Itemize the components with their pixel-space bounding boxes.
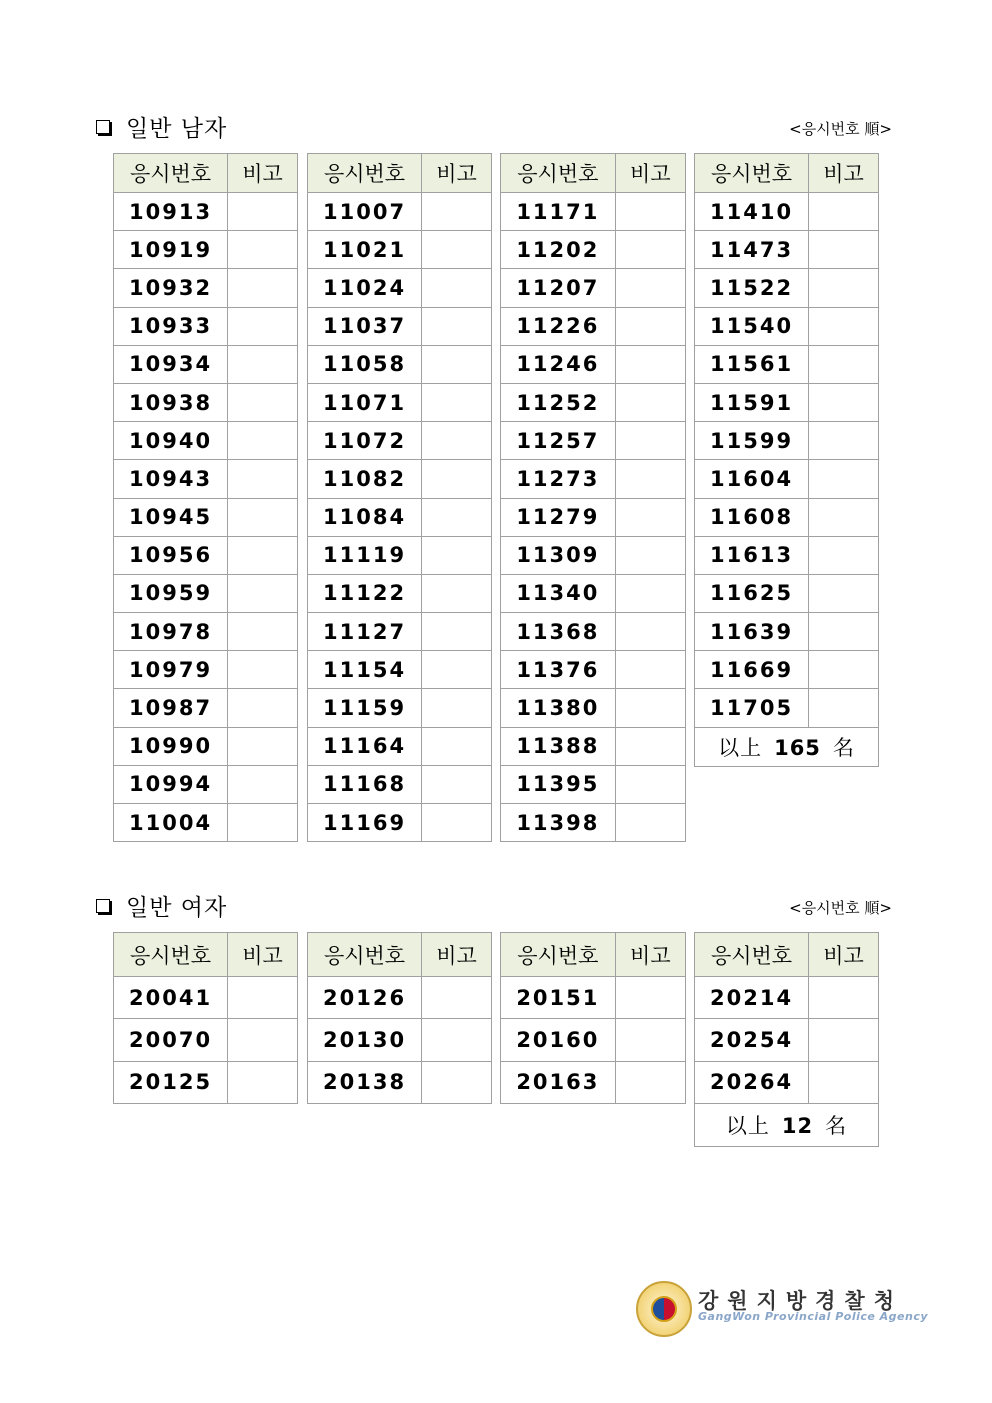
- table-row: [501, 269, 686, 307]
- remark-cell: [228, 460, 298, 498]
- exam-number-cell: 20125: [114, 1061, 228, 1103]
- table-row: [501, 498, 686, 536]
- table-row: [114, 727, 298, 765]
- remark-cell: [615, 574, 685, 612]
- remark-cell: [422, 804, 492, 842]
- total-count: 12: [781, 1113, 814, 1138]
- exam-number-cell: 11164: [308, 727, 422, 765]
- remark-cell: [615, 383, 685, 421]
- remark-cell: [228, 536, 298, 574]
- exam-number-cell: 11004: [114, 804, 228, 842]
- remark-cell: [228, 345, 298, 383]
- exam-number-cell: 11395: [501, 765, 616, 803]
- exam-number-cell: 11122: [308, 574, 422, 612]
- table-header-row: [501, 933, 686, 977]
- exam-number-cell: 10943: [114, 460, 228, 498]
- table-row: [114, 345, 298, 383]
- section-title-female: [96, 889, 227, 922]
- table-row: [501, 231, 686, 269]
- exam-number-cell: 11279: [501, 498, 616, 536]
- header-remark: 비고: [615, 154, 685, 193]
- table-row: [308, 727, 492, 765]
- total-suffix: 名: [825, 1113, 848, 1138]
- header-remark: 비고: [228, 154, 298, 193]
- exam-number-cell: 11252: [501, 383, 616, 421]
- table-row: [695, 689, 879, 727]
- exam-number-cell: 11591: [695, 383, 809, 421]
- remark-cell: [615, 689, 685, 727]
- table-row: [695, 613, 879, 651]
- remark-cell: [809, 460, 879, 498]
- exam-number-cell: 20254: [695, 1019, 809, 1061]
- exam-number-cell: 20163: [501, 1061, 616, 1103]
- header-remark: 비고: [422, 933, 492, 977]
- exam-number-cell: 20126: [308, 977, 422, 1019]
- exam-number-cell: 11522: [695, 269, 809, 307]
- table-row: [695, 1019, 879, 1061]
- table-row: [695, 460, 879, 498]
- total-row: [695, 727, 879, 766]
- remark-cell: [809, 269, 879, 307]
- header-remark: 비고: [422, 154, 492, 193]
- remark-cell: [809, 977, 879, 1019]
- remark-cell: [422, 307, 492, 345]
- remark-cell: [422, 345, 492, 383]
- exam-number-cell: 11021: [308, 231, 422, 269]
- exam-number-cell: 11169: [308, 804, 422, 842]
- remark-cell: [422, 727, 492, 765]
- exam-number-cell: 11007: [308, 193, 422, 231]
- exam-number-cell: 11604: [695, 460, 809, 498]
- exam-number-cell: 10932: [114, 269, 228, 307]
- exam-number-cell: 10978: [114, 613, 228, 651]
- total-row: [695, 1103, 879, 1146]
- remark-cell: [422, 422, 492, 460]
- remark-cell: [422, 689, 492, 727]
- table-row: [114, 383, 298, 421]
- table-header-row: [114, 154, 298, 193]
- table-row: [308, 231, 492, 269]
- table-row: [501, 460, 686, 498]
- remark-cell: [615, 422, 685, 460]
- exam-number-cell: 20264: [695, 1061, 809, 1103]
- remark-cell: [615, 269, 685, 307]
- table-row: [695, 269, 879, 307]
- remark-cell: [615, 345, 685, 383]
- order-note: <응시번호 順>: [789, 899, 892, 917]
- table-row: [501, 536, 686, 574]
- table-row: [501, 422, 686, 460]
- table-header-row: [501, 154, 686, 193]
- exam-number-cell: 11037: [308, 307, 422, 345]
- exam-number-cell: 11669: [695, 651, 809, 689]
- table-row: [695, 422, 879, 460]
- table-row: [501, 1061, 686, 1103]
- exam-number-cell: 11613: [695, 536, 809, 574]
- exam-number-cell: 11257: [501, 422, 616, 460]
- table-row: [695, 193, 879, 231]
- exam-number-cell: 10959: [114, 574, 228, 612]
- exam-number-cell: 10979: [114, 651, 228, 689]
- remark-cell: [422, 498, 492, 536]
- header-exam-number: 응시번호: [114, 154, 228, 193]
- exam-number-cell: 20130: [308, 1019, 422, 1061]
- header-exam-number: 응시번호: [308, 933, 422, 977]
- number-table: [694, 153, 879, 767]
- header-exam-number: 응시번호: [501, 933, 616, 977]
- exam-number-cell: 10990: [114, 727, 228, 765]
- remark-cell: [809, 1061, 879, 1103]
- table-row: [308, 269, 492, 307]
- table-row: [114, 193, 298, 231]
- remark-cell: [809, 231, 879, 269]
- total-count-cell: [695, 727, 879, 766]
- table-row: [695, 977, 879, 1019]
- table-row: [501, 345, 686, 383]
- table-row: [501, 727, 686, 765]
- remark-cell: [809, 345, 879, 383]
- remark-cell: [809, 574, 879, 612]
- total-prefix: 以上: [718, 735, 763, 760]
- remark-cell: [615, 307, 685, 345]
- remark-cell: [228, 307, 298, 345]
- table-row: [695, 1061, 879, 1103]
- remark-cell: [422, 536, 492, 574]
- exam-number-cell: 11202: [501, 231, 616, 269]
- table-row: [308, 422, 492, 460]
- remark-cell: [422, 651, 492, 689]
- remark-cell: [615, 727, 685, 765]
- table-row: [308, 345, 492, 383]
- remark-cell: [809, 383, 879, 421]
- remark-cell: [809, 1019, 879, 1061]
- table-row: [308, 613, 492, 651]
- remark-cell: [422, 765, 492, 803]
- remark-cell: [228, 574, 298, 612]
- table-row: [695, 307, 879, 345]
- table-row: [501, 804, 686, 842]
- exam-number-cell: 11625: [695, 574, 809, 612]
- table-row: [114, 269, 298, 307]
- exam-number-cell: 11058: [308, 345, 422, 383]
- remark-cell: [809, 651, 879, 689]
- table-row: [114, 804, 298, 842]
- remark-cell: [228, 651, 298, 689]
- exam-number-cell: 11024: [308, 269, 422, 307]
- exam-number-cell: 10934: [114, 345, 228, 383]
- exam-number-cell: 11071: [308, 383, 422, 421]
- table-row: [695, 231, 879, 269]
- table-row: [114, 460, 298, 498]
- checkbox-square-icon: [96, 899, 110, 913]
- section-title-male: [96, 110, 227, 143]
- number-table: [113, 932, 298, 1104]
- table-row: [695, 345, 879, 383]
- number-table: [113, 153, 298, 842]
- exam-number-cell: 10933: [114, 307, 228, 345]
- exam-number-cell: 11599: [695, 422, 809, 460]
- table-row: [308, 383, 492, 421]
- remark-cell: [809, 193, 879, 231]
- header-exam-number: 응시번호: [695, 154, 809, 193]
- header-remark: 비고: [615, 933, 685, 977]
- table-row: [114, 231, 298, 269]
- exam-number-cell: 11084: [308, 498, 422, 536]
- exam-number-cell: 11273: [501, 460, 616, 498]
- remark-cell: [422, 383, 492, 421]
- table-row: [308, 498, 492, 536]
- exam-number-cell: 10945: [114, 498, 228, 536]
- number-table: [694, 932, 879, 1147]
- table-row: [501, 574, 686, 612]
- remark-cell: [615, 193, 685, 231]
- table-row: [501, 689, 686, 727]
- remark-cell: [228, 727, 298, 765]
- remark-cell: [422, 1061, 492, 1103]
- table-row: [308, 689, 492, 727]
- header-exam-number: 응시번호: [695, 933, 809, 977]
- remark-cell: [228, 765, 298, 803]
- remark-cell: [809, 307, 879, 345]
- total-count: 165: [774, 735, 821, 760]
- exam-number-cell: 11168: [308, 765, 422, 803]
- remark-cell: [615, 804, 685, 842]
- exam-number-cell: 11608: [695, 498, 809, 536]
- table-row: [308, 977, 492, 1019]
- exam-number-cell: 11309: [501, 536, 616, 574]
- exam-number-cell: 10956: [114, 536, 228, 574]
- exam-number-cell: 11171: [501, 193, 616, 231]
- exam-number-cell: 20151: [501, 977, 616, 1019]
- exam-number-cell: 20214: [695, 977, 809, 1019]
- exam-number-cell: 20160: [501, 1019, 616, 1061]
- remark-cell: [615, 1061, 685, 1103]
- exam-number-cell: 11207: [501, 269, 616, 307]
- table-row: [308, 1061, 492, 1103]
- remark-cell: [422, 231, 492, 269]
- table-row: [308, 574, 492, 612]
- exam-number-cell: 10919: [114, 231, 228, 269]
- table-row: [114, 1019, 298, 1061]
- header-remark: 비고: [228, 933, 298, 977]
- remark-cell: [422, 460, 492, 498]
- header-exam-number: 응시번호: [308, 154, 422, 193]
- exam-number-cell: 11127: [308, 613, 422, 651]
- table-header-row: [114, 933, 298, 977]
- table-row: [308, 536, 492, 574]
- number-table: [307, 932, 492, 1104]
- remark-cell: [809, 613, 879, 651]
- table-row: [114, 574, 298, 612]
- exam-number-cell: 11340: [501, 574, 616, 612]
- table-row: [114, 536, 298, 574]
- exam-number-cell: 20138: [308, 1061, 422, 1103]
- agency-name-english: GangWon Provincial Police Agency: [698, 1310, 929, 1323]
- exam-number-cell: 11410: [695, 193, 809, 231]
- remark-cell: [228, 689, 298, 727]
- remark-cell: [809, 422, 879, 460]
- remark-cell: [615, 651, 685, 689]
- exam-number-cell: 11159: [308, 689, 422, 727]
- exam-number-cell: 11368: [501, 613, 616, 651]
- police-emblem-icon: [636, 1281, 692, 1337]
- table-row: [114, 689, 298, 727]
- exam-number-cell: 11380: [501, 689, 616, 727]
- table-row: [501, 383, 686, 421]
- exam-number-cell: 20041: [114, 977, 228, 1019]
- table-row: [308, 307, 492, 345]
- table-row: [308, 1019, 492, 1061]
- header-remark: 비고: [809, 154, 879, 193]
- agency-name-korean: 강원지방경찰청: [698, 1289, 904, 1313]
- exam-number-cell: 11473: [695, 231, 809, 269]
- exam-number-cell: 10994: [114, 765, 228, 803]
- table-header-row: [308, 154, 492, 193]
- table-row: [114, 422, 298, 460]
- remark-cell: [422, 193, 492, 231]
- table-row: [308, 651, 492, 689]
- exam-number-cell: 11246: [501, 345, 616, 383]
- table-row: [308, 193, 492, 231]
- header-remark: 비고: [809, 933, 879, 977]
- table-row: [114, 498, 298, 536]
- remark-cell: [809, 689, 879, 727]
- table-row: [114, 1061, 298, 1103]
- remark-cell: [615, 1019, 685, 1061]
- remark-cell: [615, 231, 685, 269]
- remark-cell: [615, 460, 685, 498]
- table-row: [501, 307, 686, 345]
- exam-number-cell: 11561: [695, 345, 809, 383]
- exam-number-cell: 11154: [308, 651, 422, 689]
- exam-number-cell: 11388: [501, 727, 616, 765]
- remark-cell: [228, 231, 298, 269]
- table-row: [695, 651, 879, 689]
- exam-number-cell: 11705: [695, 689, 809, 727]
- remark-cell: [228, 193, 298, 231]
- table-row: [114, 977, 298, 1019]
- table-row: [114, 307, 298, 345]
- table-header-row: [308, 933, 492, 977]
- exam-number-cell: 11082: [308, 460, 422, 498]
- order-note: <응시번호 順>: [789, 120, 892, 138]
- table-row: [695, 536, 879, 574]
- remark-cell: [809, 498, 879, 536]
- exam-number-cell: 11639: [695, 613, 809, 651]
- exam-number-cell: 11540: [695, 307, 809, 345]
- remark-cell: [422, 1019, 492, 1061]
- remark-cell: [228, 383, 298, 421]
- remark-cell: [615, 977, 685, 1019]
- table-row: [308, 804, 492, 842]
- table-row: [308, 765, 492, 803]
- exam-number-cell: 20070: [114, 1019, 228, 1061]
- header-exam-number: 응시번호: [501, 154, 616, 193]
- remark-cell: [228, 804, 298, 842]
- exam-number-cell: 10987: [114, 689, 228, 727]
- table-row: [501, 651, 686, 689]
- remark-cell: [228, 1061, 298, 1103]
- remark-cell: [422, 613, 492, 651]
- checkbox-square-icon: [96, 120, 110, 134]
- exam-number-cell: 11119: [308, 536, 422, 574]
- number-table: [500, 153, 686, 842]
- table-header-row: [695, 933, 879, 977]
- table-row: [501, 193, 686, 231]
- exam-number-cell: 11226: [501, 307, 616, 345]
- remark-cell: [228, 498, 298, 536]
- table-header-row: [695, 154, 879, 193]
- remark-cell: [228, 1019, 298, 1061]
- table-row: [501, 977, 686, 1019]
- exam-number-cell: 10940: [114, 422, 228, 460]
- exam-number-cell: 11376: [501, 651, 616, 689]
- total-count-cell: [695, 1103, 879, 1146]
- number-table: [500, 932, 686, 1104]
- table-row: [114, 651, 298, 689]
- section-title-text: 일반 남자: [126, 116, 228, 142]
- remark-cell: [228, 977, 298, 1019]
- remark-cell: [809, 536, 879, 574]
- table-row: [501, 613, 686, 651]
- header-exam-number: 응시번호: [114, 933, 228, 977]
- total-prefix: 以上: [725, 1113, 770, 1138]
- remark-cell: [615, 536, 685, 574]
- exam-number-cell: 11398: [501, 804, 616, 842]
- table-row: [501, 765, 686, 803]
- table-row: [695, 498, 879, 536]
- number-table: [307, 153, 492, 842]
- remark-cell: [422, 269, 492, 307]
- remark-cell: [228, 613, 298, 651]
- section-title-text: 일반 여자: [126, 895, 228, 921]
- remark-cell: [422, 977, 492, 1019]
- table-row: [114, 613, 298, 651]
- table-row: [308, 460, 492, 498]
- remark-cell: [615, 498, 685, 536]
- exam-number-cell: 11072: [308, 422, 422, 460]
- table-row: [114, 765, 298, 803]
- table-row: [695, 383, 879, 421]
- remark-cell: [422, 574, 492, 612]
- table-row: [501, 1019, 686, 1061]
- remark-cell: [228, 269, 298, 307]
- remark-cell: [615, 765, 685, 803]
- total-suffix: 名: [832, 735, 855, 760]
- exam-number-cell: 10913: [114, 193, 228, 231]
- exam-number-cell: 10938: [114, 383, 228, 421]
- remark-cell: [228, 422, 298, 460]
- table-row: [695, 574, 879, 612]
- remark-cell: [615, 613, 685, 651]
